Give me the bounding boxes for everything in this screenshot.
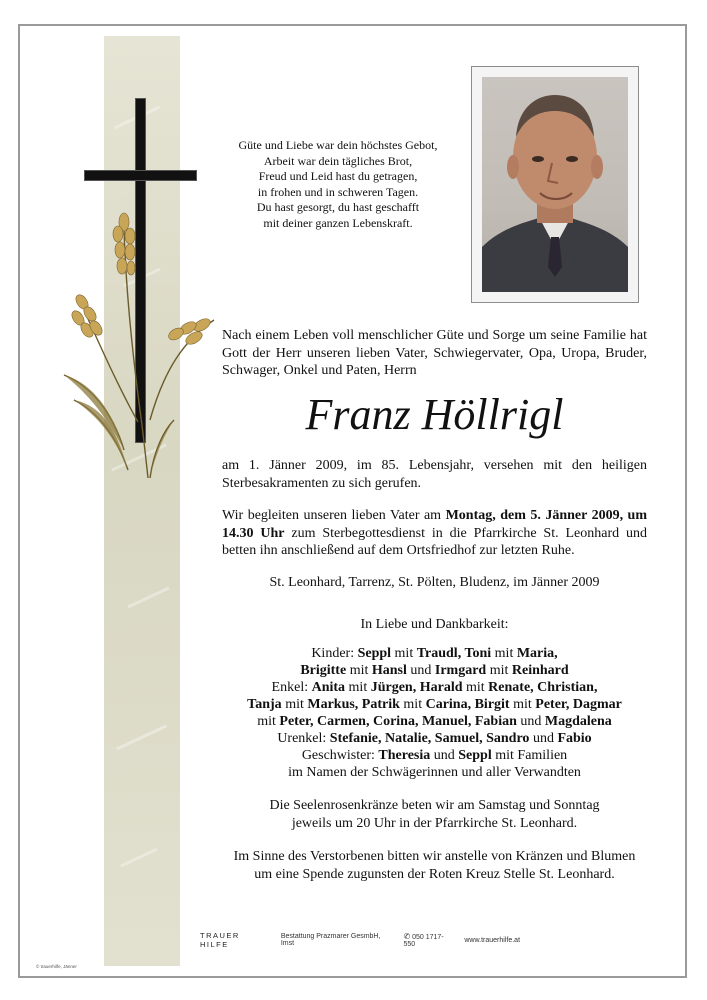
family-line: Kinder: Seppl mit Traudl, Toni mit Maria, <box>311 646 558 661</box>
poem-line: Güte und Liebe war dein höchstes Gebot, <box>238 138 438 152</box>
places-date: St. Leonhard, Tarrenz, St. Pölten, Bludenz, im Jänner 2009 <box>269 575 600 590</box>
family-list <box>222 645 647 781</box>
closing-line: In Liebe und Dankbarkeit: <box>360 617 509 632</box>
website-link[interactable]: www.trauerhilfe.at <box>464 936 521 944</box>
family-line: Urenkel: Stefanie, Natalie, Samuel, Sandro und Fabio <box>277 731 592 746</box>
funeral-text: Wir begleiten unseren lieben Vater am <box>222 508 446 523</box>
company-name: Bestattung Prazmarer GesmbH, Imst <box>280 933 381 947</box>
portrait-frame <box>471 66 639 303</box>
rosary-line: Die Seelenrosenkränze beten wir am Samstag und Sonntag <box>269 798 600 813</box>
poem-line: mit deiner ganzen Lebenskraft. <box>263 215 413 230</box>
memorial-poem <box>218 138 458 231</box>
family-line: Enkel: Anita mit Jürgen, Harald mit Renate, Christian, <box>271 680 598 695</box>
rosary-info <box>222 797 647 832</box>
portrait-photo <box>482 77 628 292</box>
family-line: Tanja mit Markus, Patrik mit Carina, Birgit mit Peter, Dagmar <box>247 697 622 712</box>
poem-line: in frohen und in schweren Tagen. <box>257 184 419 199</box>
donation-line: um eine Spende zugunsten der Roten Kreuz Stelle St. Leonhard. <box>254 866 615 882</box>
phone-number: ✆ 050 1717-550 <box>403 932 444 948</box>
family-line: im Namen der Schwägerinnen und aller Verwandten <box>288 765 581 780</box>
poem-line: Arbeit war dein tägliches Brot, <box>263 153 413 168</box>
rosary-line: jeweils um 20 Uhr in der Pfarrkirche St. Leonhard. <box>291 815 578 831</box>
deceased-name: Franz Höllrigl <box>305 390 564 439</box>
wheat-icon <box>54 210 224 480</box>
donation-request <box>222 848 647 883</box>
cross-bar <box>84 170 197 181</box>
funeral-date: Montag, dem 5. Jänner 2009, um 14.30 Uhr <box>222 508 647 541</box>
donation-line: Im Sinne des Verstorbenen bitten wir anstelle von Kränzen und Blumen <box>233 849 636 864</box>
funeral-text: zum Sterbegottesdienst in die Pfarrkirche St. Leonhard und betten ihn anschließend auf dem Ortsfriedhof zur letzten Ruhe. <box>222 525 647 558</box>
poem-line: Freud und Leid hast du getragen, <box>258 169 418 183</box>
footer <box>200 933 520 947</box>
copyright-note: © trauerhilfe, Jänner <box>36 964 77 969</box>
poem-line: Du hast gesorgt, du hast geschafft <box>256 200 420 214</box>
phone-icon: ✆ <box>403 932 411 941</box>
funeral-info <box>222 507 647 560</box>
family-line: mit Peter, Carmen, Corina, Manuel, Fabian und Magdalena <box>257 714 612 729</box>
trauerhilfe-logo: TRAUER HILFE <box>200 931 240 949</box>
death-notice: am 1. Jänner 2009, im 85. Lebensjahr, versehen mit den heiligen Sterbesakramenten zu sich gerufen. <box>222 458 647 491</box>
family-line: Brigitte mit Hansl und Irmgard mit Reinhard <box>300 663 569 678</box>
family-line: Geschwister: Theresia und Seppl mit Familien <box>301 748 568 763</box>
intro-text: Nach einem Leben voll menschlicher Güte und Sorge um seine Familie hat Gott der Herr unseren lieben Vater, Schwiegervater, Opa, Uropa, Bruder, Schwager, Onkel und Paten, Herrn <box>222 328 647 378</box>
